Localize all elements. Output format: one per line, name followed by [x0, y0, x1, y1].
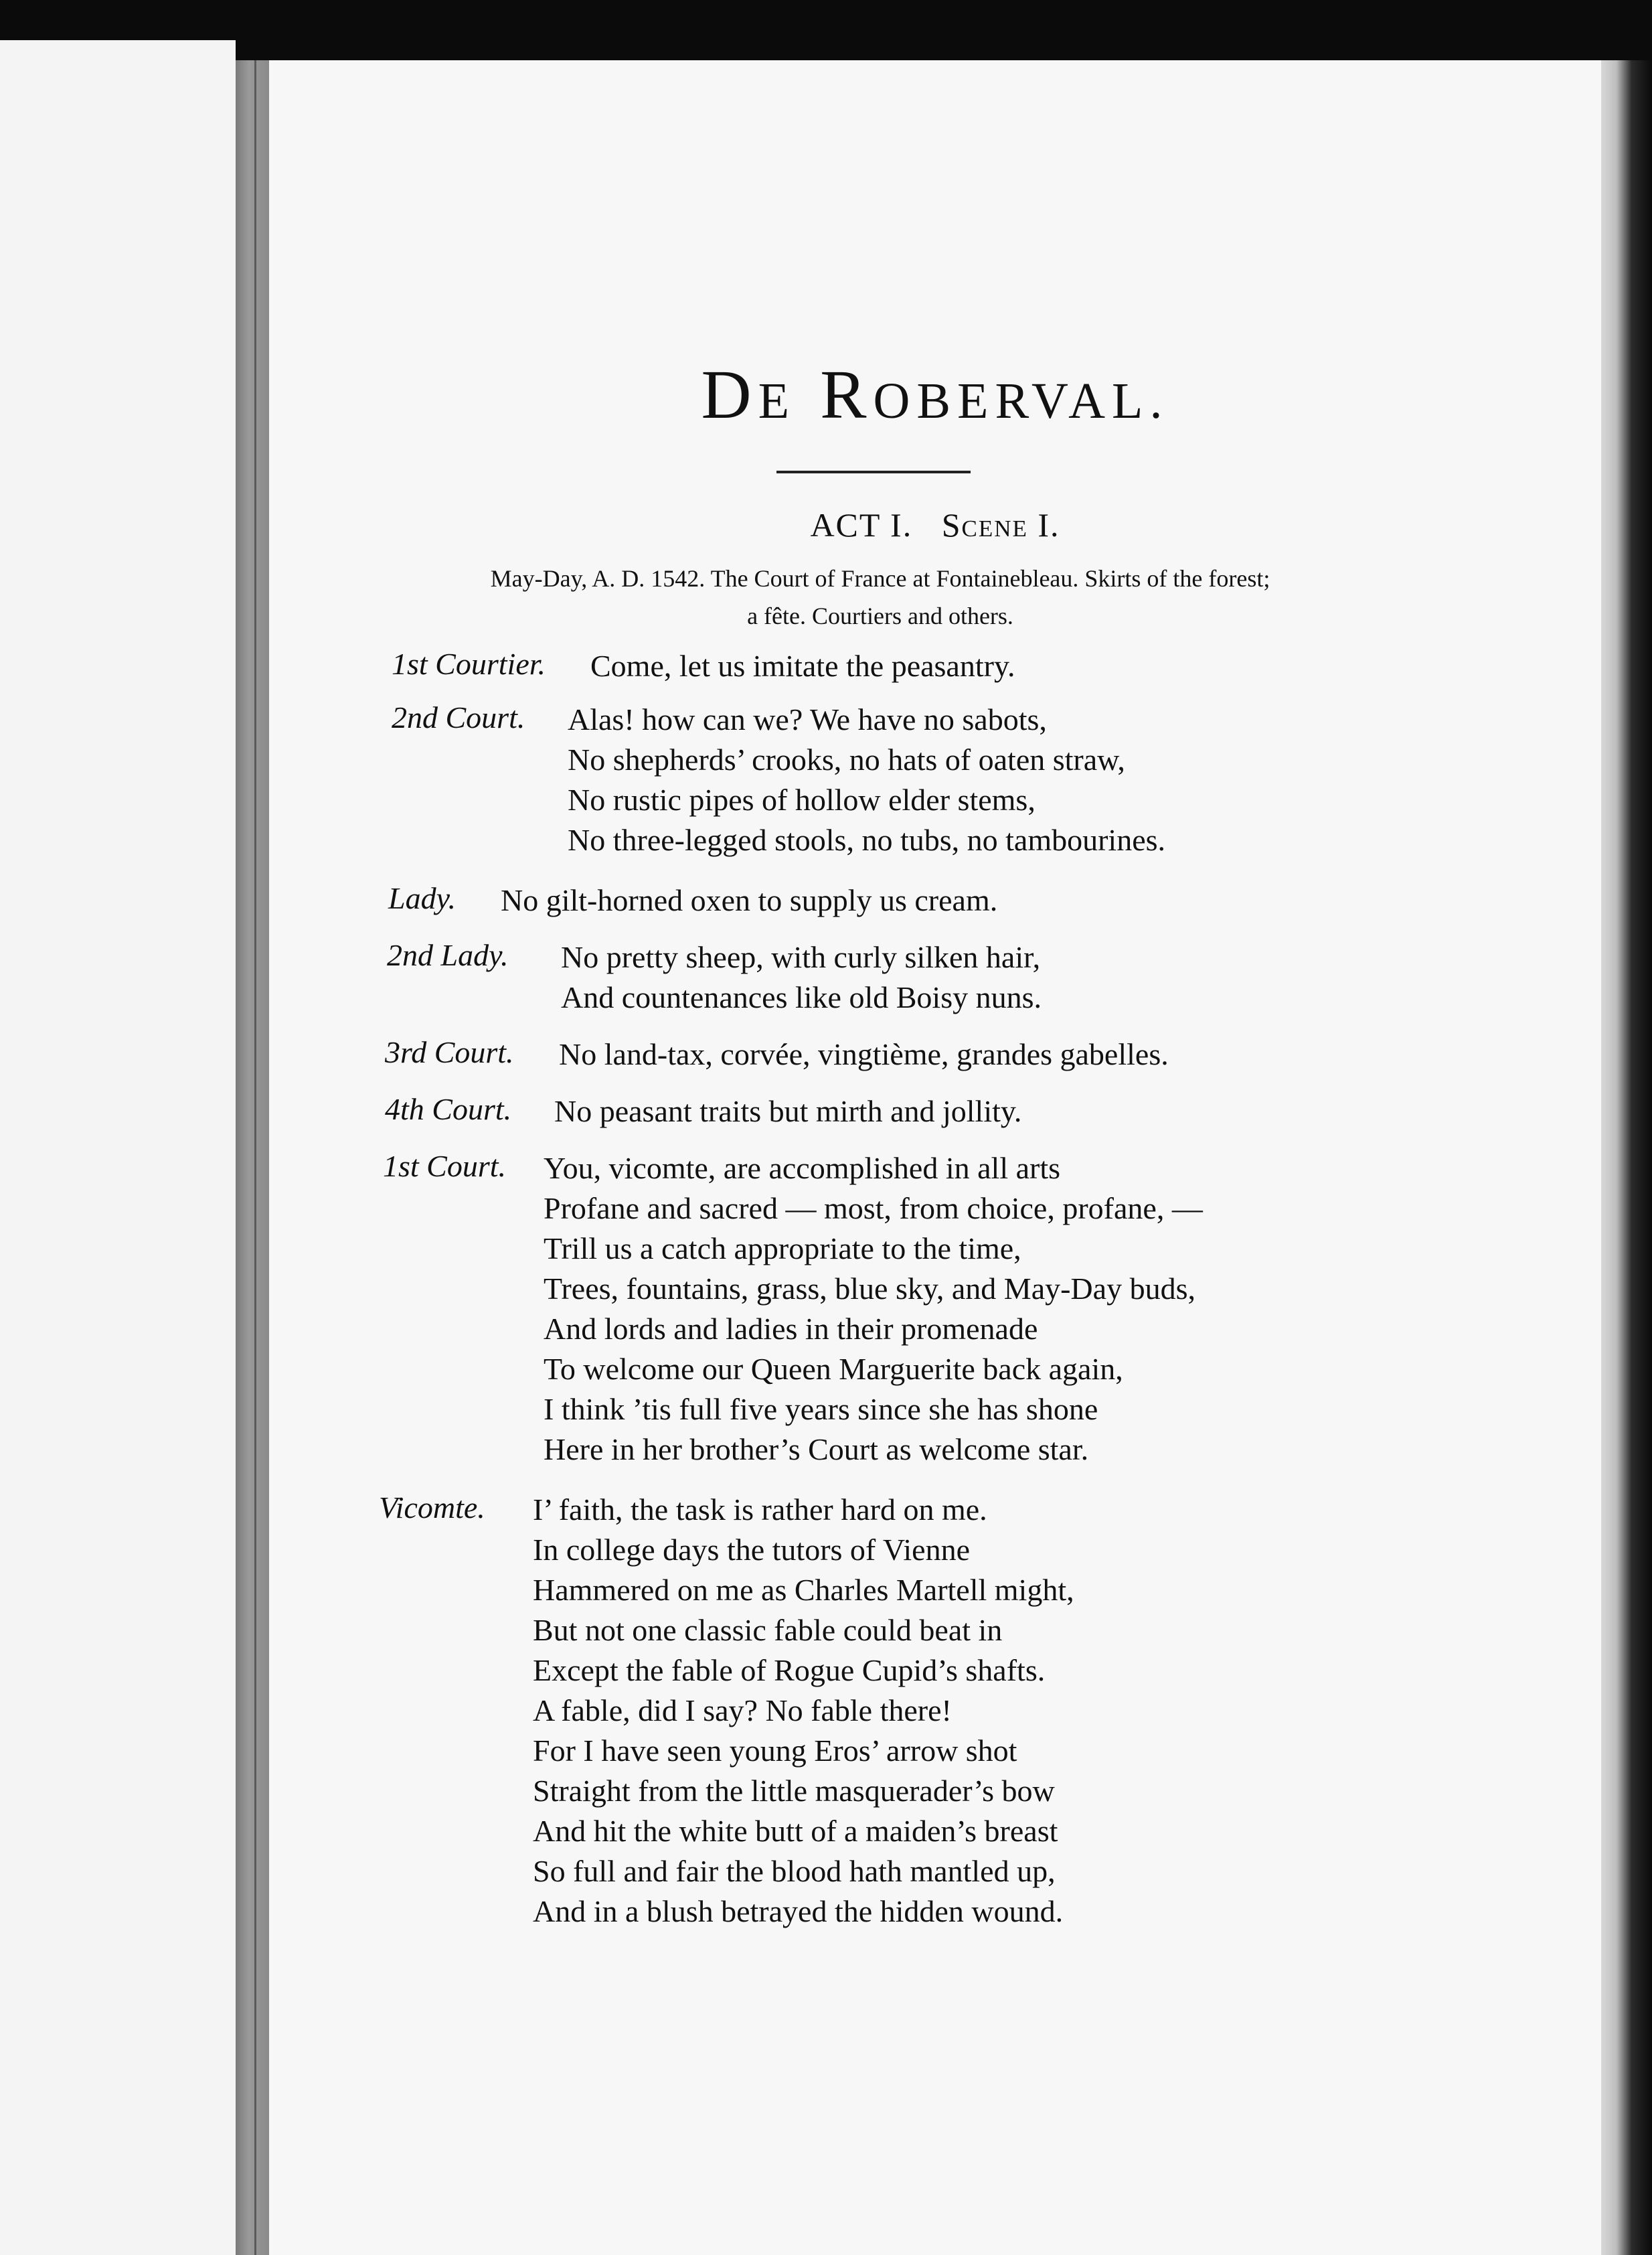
speech-lines [544, 1148, 1203, 1470]
title-rest-e: E [758, 373, 797, 429]
verse-line: Straight from the little masquerader’s bow [533, 1774, 1055, 1808]
stage-setting [365, 560, 1396, 635]
verse-line: And hit the white butt of a maiden’s breast [533, 1814, 1058, 1848]
verse-line: No land-tax, corvée, vingtième, grandes gabelles. [559, 1037, 1169, 1071]
speech-lines [501, 880, 997, 921]
book-gutter-shadow [236, 60, 269, 2255]
gutter-line [254, 60, 256, 2255]
scene-heading: Scene I. [941, 506, 1060, 544]
speech-lines [561, 937, 1042, 1018]
verse-line: No gilt-horned oxen to supply us cream. [501, 883, 998, 917]
act-scene-heading [269, 506, 1601, 544]
verse-line: And lords and ladies in their promenade [544, 1312, 1038, 1346]
speaker-label: 1st Court. [383, 1149, 507, 1183]
verse-line: Alas! how can we? We have no sabots, [568, 702, 1047, 736]
verse-line: Hammered on me as Charles Martell might, [533, 1573, 1074, 1607]
verse-line: But not one classic fable could beat in [533, 1613, 1003, 1647]
verse-line: To welcome our Queen Marguerite back again, [544, 1352, 1123, 1386]
verse-line: No pretty sheep, with curly silken hair, [561, 940, 1041, 974]
verse-line: So full and fair the blood hath mantled up, [533, 1854, 1056, 1888]
verse-line: And countenances like old Boisy nuns. [561, 980, 1042, 1014]
verse-line: No three-legged stools, no tubs, no tambourines. [568, 823, 1166, 857]
verse-line: I think ’tis full five years since she has shone [544, 1392, 1098, 1426]
title-rest-oberval: OBERVAL. [873, 373, 1169, 429]
verse-line: Come, let us imitate the peasantry. [590, 649, 1015, 683]
left-facing-page [0, 40, 236, 2255]
verse-line: Here in her brother’s Court as welcome star. [544, 1432, 1089, 1466]
verse-line: Trees, fountains, grass, blue sky, and May-Day buds, [544, 1271, 1195, 1306]
speaker-label: 2nd Court. [392, 700, 525, 734]
speech-lines [559, 1034, 1169, 1075]
verse-line: Trill us a catch appropriate to the time, [544, 1231, 1021, 1265]
verse-line: Except the fable of Rogue Cupid’s shafts. [533, 1653, 1046, 1687]
speaker-label: 1st Courtier. [392, 647, 546, 681]
speech-lines [533, 1490, 1074, 1932]
verse-line: A fable, did I say? No fable there! [533, 1693, 952, 1727]
speaker-label: 4th Court. [385, 1092, 512, 1126]
verse-line: In college days the tutors of Vienne [533, 1533, 970, 1567]
verse-line: I’ faith, the task is rather hard on me. [533, 1492, 987, 1527]
page-title [269, 355, 1601, 435]
verse-line: For I have seen young Eros’ arrow shot [533, 1733, 1017, 1768]
verse-line: Profane and sacred — most, from choice, profane, — [544, 1191, 1203, 1225]
speaker-label: Lady. [388, 881, 456, 915]
title-initial-d: D [701, 356, 758, 433]
act-heading: ACT I. [810, 506, 913, 544]
speaker-label: 3rd Court. [385, 1035, 514, 1069]
right-page-edge [1601, 60, 1652, 2255]
speech-lines [554, 1091, 1021, 1132]
verse-line: You, vicomte, are accomplished in all arts [544, 1151, 1061, 1185]
title-divider-rule [776, 471, 971, 473]
speaker-label: 2nd Lady. [387, 938, 509, 972]
speech-lines [568, 700, 1165, 860]
title-initial-r: R [820, 356, 874, 433]
speech-lines [590, 646, 1015, 686]
verse-line: No peasant traits but mirth and jollity. [554, 1094, 1022, 1128]
setting-line: a fête. Courtiers and others. [747, 603, 1013, 629]
verse-line: No rustic pipes of hollow elder stems, [568, 783, 1036, 817]
speaker-label: Vicomte. [379, 1490, 485, 1525]
setting-line: May-Day, A. D. 1542. The Court of France at Fontainebleau. Skirts of the forest; [490, 565, 1270, 592]
verse-line: No shepherds’ crooks, no hats of oaten straw, [568, 743, 1125, 777]
verse-line: And in a blush betrayed the hidden wound. [533, 1894, 1064, 1928]
